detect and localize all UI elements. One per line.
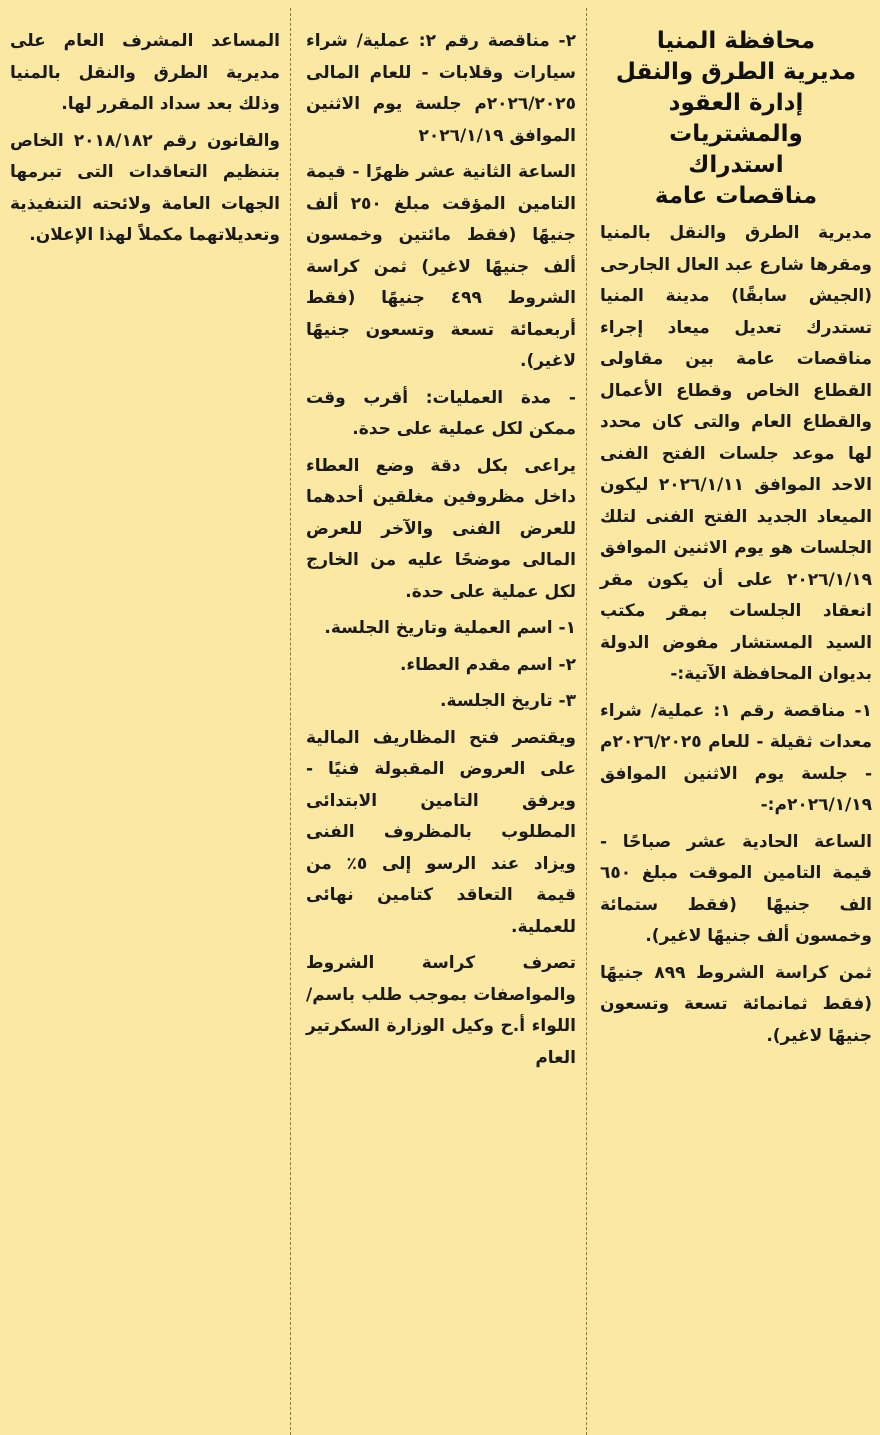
tender-1-booklet-price: ثمن كراسة الشروط ٨٩٩ جنيهًا (فقط ثمانمائة تسعة وتسعون جنيهًا لاغير). <box>600 962 872 1046</box>
tender-1-title: ١- مناقصة رقم ١: عملية/ شراء معدات ثقيلة - للعام ٢٠٢٦/٢٠٢٥م - جلسة يوم الاثنين الموافق ٢٠٢٦/١/١٩م:- <box>600 700 872 815</box>
column-left <box>0 0 288 1435</box>
notice-title: مناقصات عامة <box>654 183 818 209</box>
notice-type: استدراك <box>688 152 784 178</box>
envelope-item-3: ٣- تاريخ الجلسة. <box>440 691 576 711</box>
governorate-title: محافظة المنيا <box>656 28 816 54</box>
financial-envelopes-note: ويقتصر فتح المظاريف المالية على العروض المقبولة فنيًا - ويرفق التامين الابتدائى المطلوب بالمظروف الفنى ويزاد عند الرسو إلى ٥٪ من قيمة التعاقد كتامين نهائى للعملية. <box>306 727 576 937</box>
envelope-instructions: يراعى بكل دقة وضع العطاء داخل مظروفين مغلقين أحدهما للعرض الفنى والآخر للعرض المالى موضحًا عليه من الخارج لكل عملية على حدة. <box>306 455 576 602</box>
operations-duration: - مدة العمليات: أقرب وقت ممكن لكل عملية على حدة. <box>306 387 576 439</box>
notice-header <box>600 26 872 212</box>
booklet-issuance-note: تصرف كراسة الشروط والمواصفات بموجب طلب باسم/ اللواء أ.ح وكيل الوزارة السكرتير العام <box>306 953 576 1068</box>
envelope-item-2: ٢- اسم مقدم العطاء. <box>399 654 576 675</box>
department-title: إدارة العقود والمشتريات <box>668 90 804 147</box>
tender-2-title: ٢- مناقصة رقم ٢: عملية/ شراء سيارات وقلابات - للعام المالى ٢٠٢٦/٢٠٢٥م جلسة يوم الاثنين الموافق ٢٠٢٦/١/١٩ <box>306 31 576 146</box>
column-right <box>588 0 880 1435</box>
envelope-item-1: ١- اسم العملية وتاريخ الجلسة. <box>324 618 576 638</box>
column-middle <box>294 0 584 1435</box>
law-reference-paragraph: والقانون رقم ٢٠١٨/١٨٢ الخاص بتنظيم التعاقدات التى تبرمها الجهات العامة ولائحته التنفيذية وتعديلاتهما مكملاً لهذا الإعلان. <box>10 130 280 245</box>
column-divider <box>586 8 587 1435</box>
tender-1-insurance: الساعة الحادية عشر صباحًا - قيمة التامين الموقت مبلغ ٦٥٠ الف جنيهًا (فقط ستمائة وخمسون ألف جنيهًا لاغير). <box>600 831 872 946</box>
supervisor-paragraph: المساعد المشرف العام على مديرية الطرق والنقل بالمنيا وذلك بعد سداد المقرر لها. <box>10 31 280 114</box>
directorate-title: مديرية الطرق والنقل <box>615 59 857 85</box>
intro-paragraph: مديرية الطرق والنقل بالمنيا ومقرها شارع عبد العال الجارحى (الجيش سابقًا) مدينة المنيا تستدرك تعديل ميعاد إجراء مناقصات عامة بين مقاولى القطاع الخاص وقطاع الأعمال والقطاع العام والتى كان محدد لها موعد جلسات الفتح الفنى الاحد الموافق ٢٠٢٦/١/١١ ليكون الميعاد الجديد الفتح الفنى لتلك الجلسات هو يوم الاثنين الموافق ٢٠٢٦/١/١٩ على أن يكون مقر انعقاد الجلسات بمقر مكتب السيد المستشار مفوض الدولة بديوان المحافظة الآتية:- <box>600 223 872 684</box>
tender-2-details: الساعة الثانية عشر ظهرًا - قيمة التامين المؤقت مبلغ ٢٥٠ ألف جنيهًا (فقط مائتين وخمسون ألف جنيهًا لاغير) ثمن كراسة الشروط ٤٩٩ جنيهًا (فقط أربعمائة تسعة وتسعون جنيهًا لاغير). <box>306 162 577 371</box>
column-divider <box>290 8 291 1435</box>
